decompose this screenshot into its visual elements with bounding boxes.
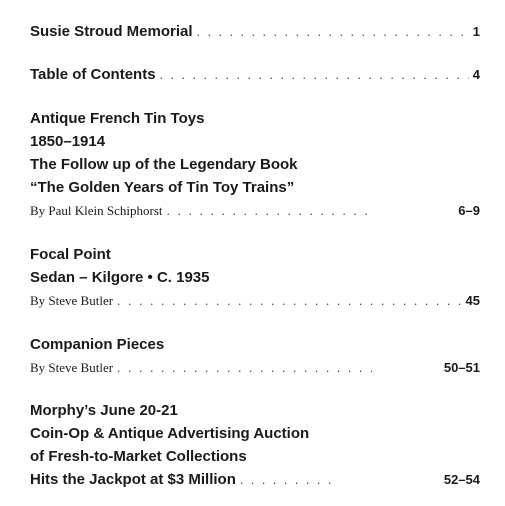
page-number: 6–9 [458,203,480,218]
dot-leader [240,474,340,487]
article-headline: Companion Pieces [30,336,165,353]
page-number: 52–54 [443,472,480,487]
toc-entry-table-of-contents[interactable] [30,63,480,86]
entry-title: Hits the Jackpot at $3 Million [30,471,236,488]
article-headline: Focal Point [30,246,111,263]
article-headline: The Follow up of the Legendary Book [30,156,298,173]
toc-row [30,20,480,43]
dot-leader [160,69,469,82]
page-number: 50–51 [443,360,480,375]
entry-title: Table of Contents [30,66,156,83]
byline: By Paul Klein Schiphorst [30,203,163,218]
byline: By Steve Butler [30,293,114,308]
toc-row [30,63,480,86]
article-headline: Sedan – Kilgore • C. 1935 [30,269,210,286]
article-headline: Antique French Tin Toys [30,110,205,127]
dot-leader [117,362,372,375]
toc-entry-companion-pieces[interactable] [30,333,480,379]
toc-row [30,468,480,491]
article-headline: “The Golden Years of Tin Toy Trains” [30,179,295,196]
page-number: 45 [465,293,480,308]
toc-entry-morphys-auction[interactable] [30,399,480,491]
article-headline: Coin-Op & Antique Advertising Auction [30,425,310,442]
page-number: 4 [472,67,480,82]
article-headline: of Fresh-to-Market Collections [30,448,247,465]
article-headline: 1850–1914 [30,133,106,150]
toc-entry-antique-french-tin-toys[interactable] [30,107,480,222]
toc-entry-susie-stroud-memorial[interactable] [30,20,480,43]
entry-title: Susie Stroud Memorial [30,23,193,40]
dot-leader [167,205,367,218]
toc-entry-focal-point[interactable] [30,243,480,312]
dot-leader [117,295,461,308]
byline: By Steve Butler [30,360,114,375]
dot-leader [197,26,469,39]
toc-row [30,289,480,312]
toc-row [30,356,480,379]
toc-row [30,199,480,222]
article-headline: Morphy’s June 20-21 [30,402,178,419]
page-number: 1 [472,24,480,39]
